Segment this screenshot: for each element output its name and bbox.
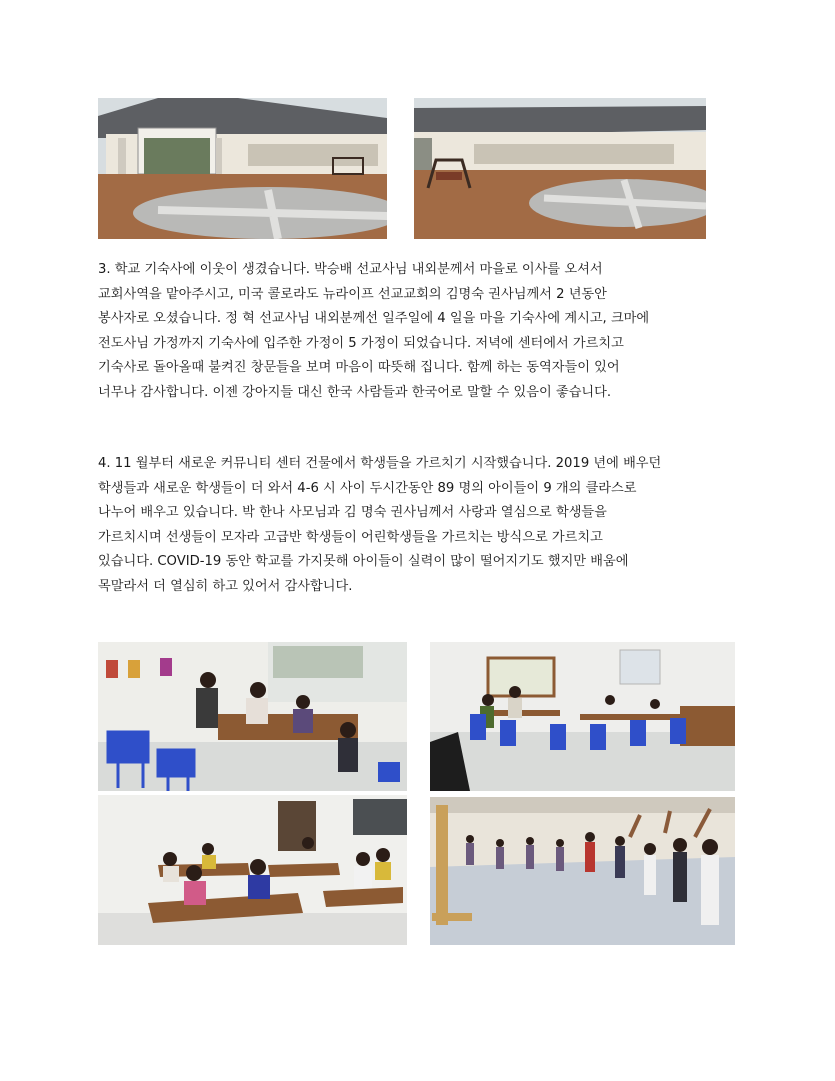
- text-line: 3. 학교 기숙사에 이웃이 생겼습니다. 박승배 선교사님 내외분께서 마을로 이사를 오셔서: [98, 262, 603, 277]
- text-line: 있습니다. COVID-19 동안 학교를 가지못해 아이들이 실력이 많이 떨어지기도 했지만 배움에: [98, 554, 629, 570]
- text-line: 기숙사로 돌아올때 불켜진 창문들을 보며 마음이 따뜻해 집니다. 함께 하는 동역자들이 있어: [98, 360, 620, 376]
- text-line: 교회사역을 맡아주시고, 미국 콜로라도 뉴라이프 선교교회의 김명숙 권사님께서 2 년동안: [98, 286, 607, 302]
- text-line: 봉사자로 오셨습니다. 정 혁 선교사님 내외분께선 일주일에 4 일을 마을 기숙사에 계시고, 크마에: [98, 311, 650, 327]
- paragraph-dormitory: [98, 258, 758, 406]
- paragraph-community-center: [98, 452, 758, 600]
- text-line: 너무나 감사합니다. 이젠 강아지들 대신 한국 사람들과 한국어로 말할 수 있음이 좋습니다.: [98, 384, 612, 400]
- dormitory-photo-1: [98, 98, 387, 239]
- classroom-photo-2: [430, 642, 735, 791]
- text-line: 학생들과 새로운 학생들이 더 와서 4-6 시 사이 두시간동안 89 명의 아이들이 9 개의 클라스로: [98, 480, 637, 496]
- text-line: 4. 11 월부터 새로운 커뮤니티 센터 건물에서 학생들을 가르치기 시작했습니다. 2019 년에 배우던: [98, 456, 662, 471]
- text-line: 가르치시며 선생들이 모자라 고급반 학생들이 어린학생들을 가르치는 방식으로 가르치고: [98, 529, 603, 545]
- text-line: 나누어 배우고 있습니다. 박 한나 사모님과 김 명숙 권사님께서 사랑과 열심으로 학생들을: [98, 505, 607, 521]
- text-line: 목말라서 더 열심히 하고 있어서 감사합니다.: [98, 578, 353, 594]
- text-line: 전도사님 가정까지 기숙사에 입주한 가정이 5 가정이 되었습니다. 저녁에 센터에서 가르치고: [98, 335, 624, 351]
- classroom-photo-4: [430, 797, 735, 945]
- classroom-photo-1: [98, 642, 407, 791]
- classroom-photo-3: [98, 795, 407, 945]
- dormitory-photo-2: [414, 98, 706, 239]
